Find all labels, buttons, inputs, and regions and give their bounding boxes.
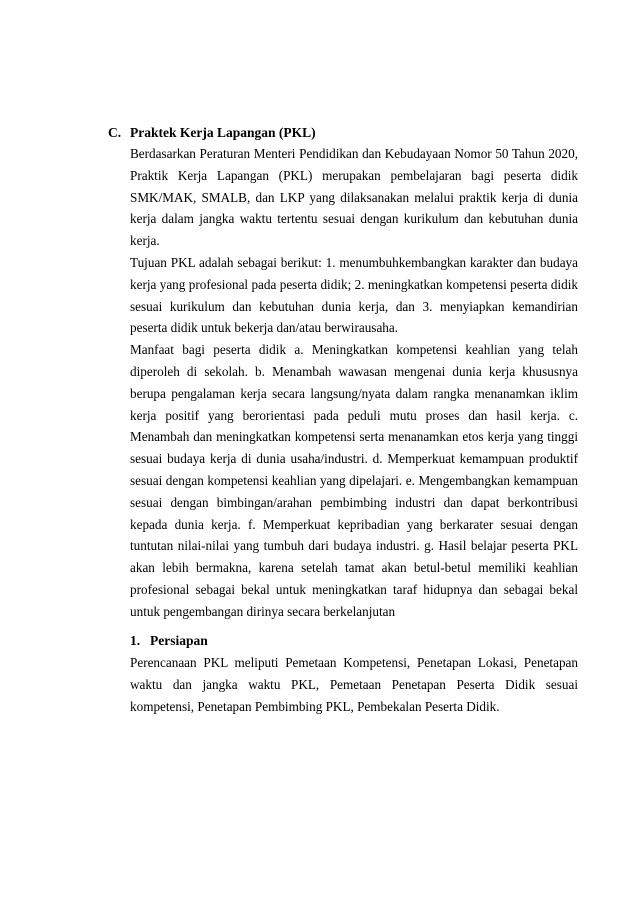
section-c-title: Praktek Kerja Lapangan (PKL) xyxy=(130,125,316,140)
paragraph-preparation: Perencanaan PKL meliputi Pemetaan Kompetensi, Penetapan Lokasi, Penetapan waktu dan jangka waktu PKL, Pemetaan Penetapan Peserta Didik sesuai kompetensi, Penetapan Pembimbing PKL, Pembekalan Peserta Didik. xyxy=(130,655,578,714)
subsection-1-number: 1. xyxy=(130,633,141,648)
subsection-1-title: Persiapan xyxy=(150,633,208,648)
paragraph-objectives: Tujuan PKL adalah sebagai berikut: 1. menumbuhkembangkan karakter dan budaya kerja yang profesional pada peserta didik; 2. meningkatkan kompetensi peserta didik sesuai kurikulum dan kebutuhan dunia kerja, dan 3. menyiapkan kemandirian peserta didik untuk bekerja dan/atau berwirausaha. xyxy=(130,254,578,336)
section-c-body xyxy=(130,143,578,623)
section-c-heading xyxy=(108,124,316,142)
subsection-1-body xyxy=(130,652,578,717)
section-c-number: C. xyxy=(108,125,122,140)
paragraph-definition: Berdasarkan Peraturan Menteri Pendidikan dan Kebudayaan Nomor 50 Tahun 2020, Praktik Kerja Lapangan (PKL) merupakan pembelajaran bagi peserta didik SMK/MAK, SMALB, dan LKP yang dilaksanakan melalui praktik kerja di dunia kerja dalam jangka waktu tertentu sesuai dengan kurikulum dan kebutuhan dunia kerja. xyxy=(130,146,578,249)
paragraph-benefits: Manfaat bagi peserta didik a. Meningkatkan kompetensi keahlian yang telah diperoleh di sekolah. b. Menambah wawasan mengenai dunia kerja khususnya berupa pengalaman kerja secara langsung/nyata dalam rangka menanamkan iklim kerja positif yang berorientasi pada peduli mutu proses dan hasil kerja. c. Menambah dan meningkatkan kompetensi serta menanamkan etos kerja yang tinggi sesuai budaya kerja di dunia usaha/industri. d. Memperkuat kemampuan produktif sesuai dengan kompetensi keahlian yang dipelajari. e. Mengembangkan kemampuan sesuai dengan bimbingan/arahan pembimbing industri dan dapat berkontribusi kepada dunia kerja. f. Memperkuat kepribadian yang berkarater sesuai dengan tuntutan nilai-nilai yang tumbuh dari budaya industri. g. Hasil belajar peserta PKL akan lebih bermakna, karena setelah tamat akan betul-betul memiliki keahlian profesional sebagai bekal untuk meningkatkan taraf hidupnya dan sebagai bekal untuk pengembangan dirinya secara berkelanjutan xyxy=(130,342,578,619)
subsection-1-heading xyxy=(130,632,208,650)
